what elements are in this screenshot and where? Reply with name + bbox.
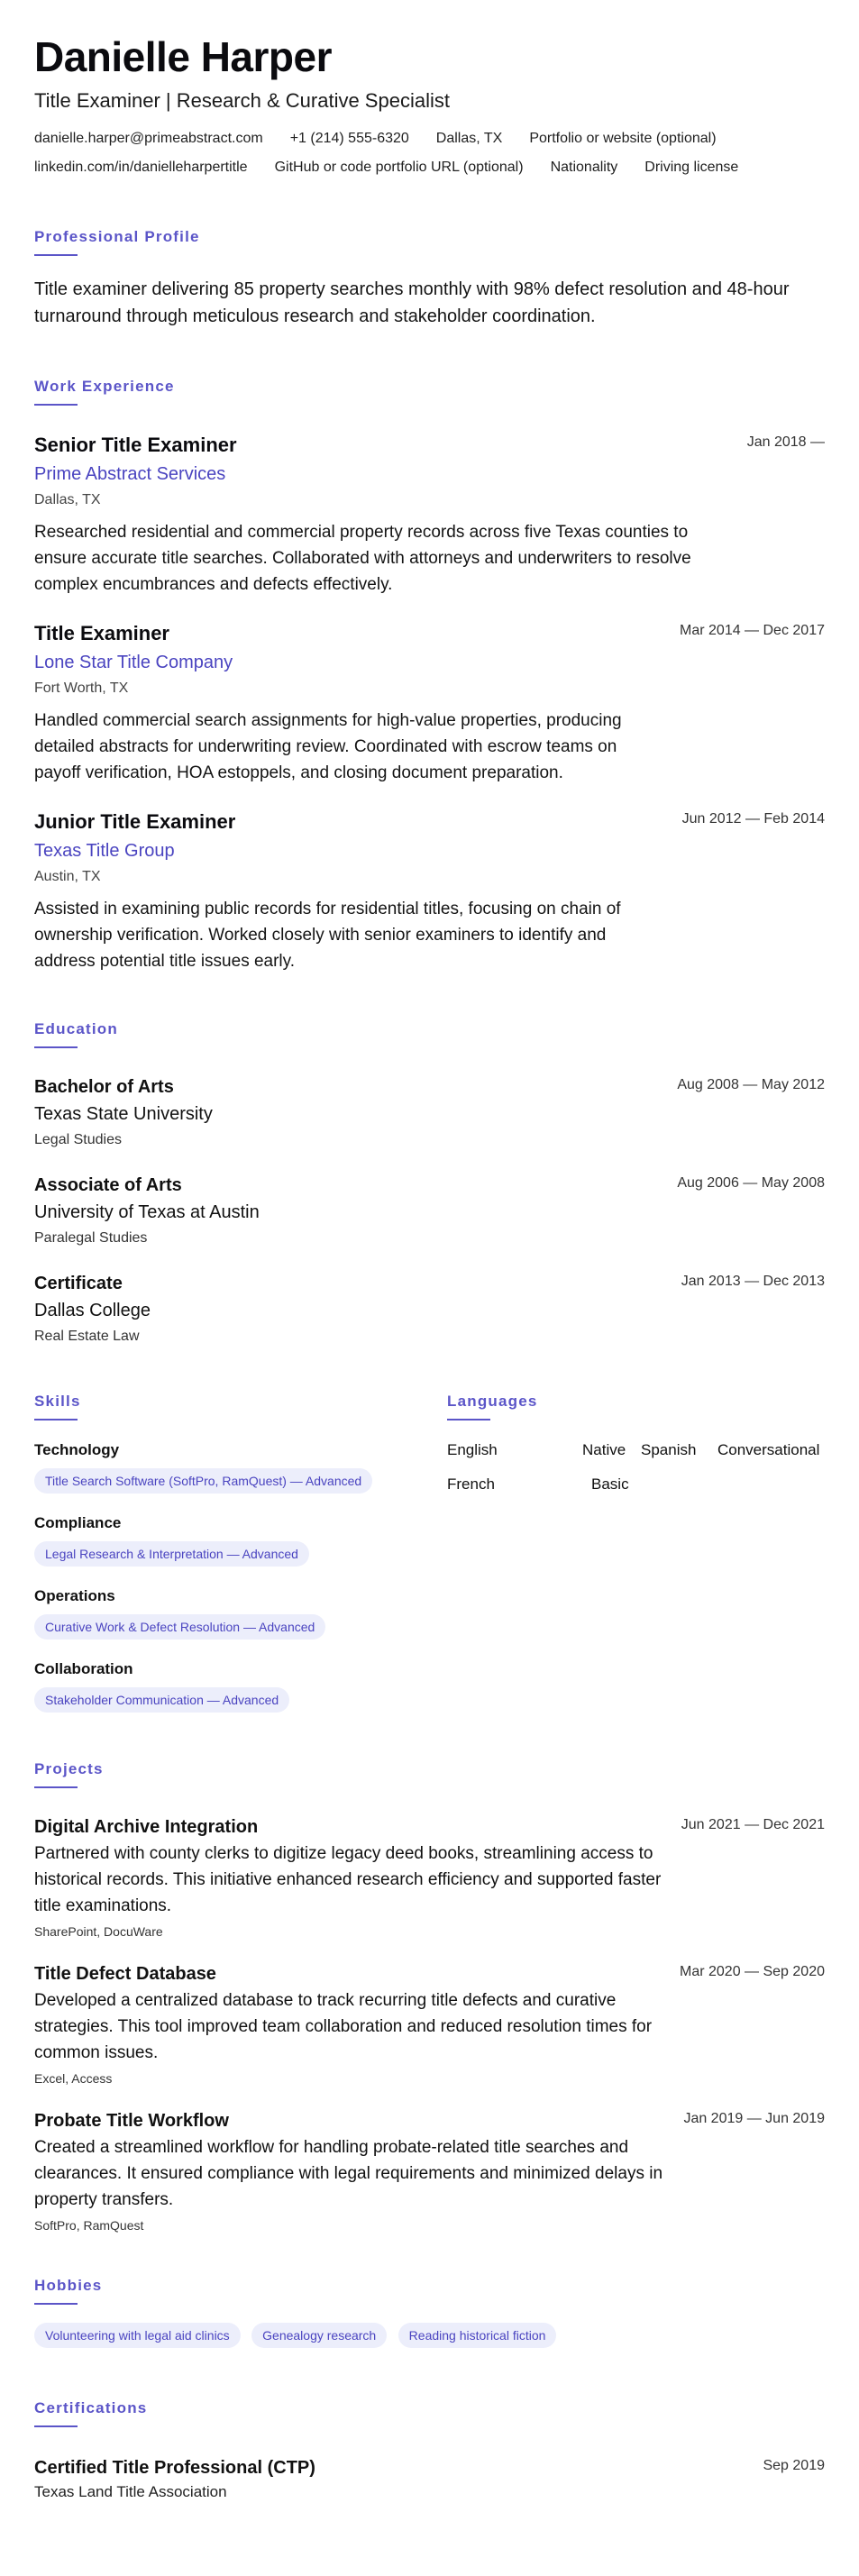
education-item xyxy=(34,1075,825,1150)
education-degree: Associate of Arts xyxy=(34,1175,182,1195)
language-level: Native xyxy=(582,1441,626,1458)
job-title: Senior Title Examiner xyxy=(34,434,237,456)
section-title: Professional Profile xyxy=(34,228,200,245)
contact-phone[interactable]: +1 (214) 555-6320 xyxy=(289,131,409,146)
experience-item xyxy=(34,433,825,598)
language-name: English xyxy=(447,1441,498,1458)
project-item xyxy=(34,1962,825,2087)
skill-category: Technology xyxy=(34,1441,120,1458)
section-divider xyxy=(447,1419,490,1420)
section-divider xyxy=(34,1046,78,1048)
skill-chip: Stakeholder Communication — Advanced xyxy=(34,1687,289,1713)
hobby-list xyxy=(34,2323,825,2348)
education-school: University of Texas at Austin xyxy=(34,1202,260,1222)
skills-languages-row xyxy=(34,1392,825,1713)
project-description: Created a streamlined workflow for handling probate-related title searches and clearances. It ensured compliance with legal requirements and minimized delays in property transfers. xyxy=(34,2138,663,2209)
hobby-chip: Volunteering with legal aid clinics xyxy=(34,2323,241,2348)
skill-group xyxy=(34,1586,447,1640)
job-title: Title Examiner xyxy=(34,622,169,644)
contact-nationality: Nationality xyxy=(550,160,618,175)
company-name: Lone Star Title Company xyxy=(34,653,233,672)
certification-date: Sep 2019 xyxy=(763,2458,825,2473)
hobby-chip: Genealogy research xyxy=(251,2323,387,2348)
contact-email[interactable]: danielle.harper@primeabstract.com xyxy=(34,131,263,146)
education-item xyxy=(34,1174,825,1248)
project-tech: SharePoint, DocuWare xyxy=(34,1924,163,1939)
job-location: Dallas, TX xyxy=(34,492,101,507)
profile-section xyxy=(34,227,825,330)
profile-summary: Title examiner delivering 85 property searches monthly with 98% defect resolution and 48-hour turnaround through meticulous research and stakeholder coordination. xyxy=(34,279,790,326)
section-title: Education xyxy=(34,1020,118,1037)
section-title: Certifications xyxy=(34,2399,148,2416)
section-title: Hobbies xyxy=(34,2277,103,2294)
project-tech: Excel, Access xyxy=(34,2071,113,2086)
education-field: Real Estate Law xyxy=(34,1329,140,1344)
project-item xyxy=(34,2109,825,2234)
section-divider xyxy=(34,404,78,406)
project-item xyxy=(34,1815,825,1941)
candidate-headline: Title Examiner | Research & Curative Specialist xyxy=(34,89,450,112)
section-divider xyxy=(34,2425,78,2427)
company-name: Texas Title Group xyxy=(34,841,175,861)
job-description: Handled commercial search assignments for high-value properties, producing detailed abstracts for underwriting review. Coordinated with escrow teams on payoff verification, HOA estoppels, and closing document preparation. xyxy=(34,711,622,782)
contact-portfolio[interactable]: Portfolio or website (optional) xyxy=(529,131,717,146)
section-divider xyxy=(34,254,78,256)
contact-location: Dallas, TX xyxy=(435,131,503,146)
section-title: Languages xyxy=(447,1393,538,1410)
experience-item xyxy=(34,809,825,974)
education-school: Texas State University xyxy=(34,1104,213,1124)
project-title: Digital Archive Integration xyxy=(34,1817,259,1837)
candidate-name: Danielle Harper xyxy=(34,33,332,80)
hobby-chip: Reading historical fiction xyxy=(398,2323,557,2348)
section-title: Skills xyxy=(34,1393,81,1410)
project-date: Jun 2021 — Dec 2021 xyxy=(681,1817,825,1832)
contact-list xyxy=(34,128,825,186)
language-name: Spanish xyxy=(641,1441,697,1458)
skill-category: Compliance xyxy=(34,1514,122,1531)
hobbies-section xyxy=(34,2276,825,2348)
section-divider xyxy=(34,1786,78,1788)
languages-section xyxy=(447,1392,825,1713)
education-section xyxy=(34,1019,825,1347)
education-date: Jan 2013 — Dec 2013 xyxy=(681,1274,825,1289)
job-location: Austin, TX xyxy=(34,869,101,884)
skill-group xyxy=(34,1513,447,1567)
resume-header xyxy=(34,34,825,186)
section-divider xyxy=(34,1419,78,1420)
skill-group xyxy=(34,1659,447,1713)
skill-chip: Title Search Software (SoftPro, RamQuest) — Advanced xyxy=(34,1468,372,1494)
section-title: Work Experience xyxy=(34,378,175,395)
project-description: Developed a centralized database to track recurring title defects and curative strategies. This tool improved team collaboration and reduced resolution times for common issues. xyxy=(34,1991,653,2062)
education-date: Aug 2006 — May 2008 xyxy=(677,1175,825,1191)
experience-date: Jun 2012 — Feb 2014 xyxy=(681,811,825,827)
company-name: Prime Abstract Services xyxy=(34,464,226,484)
education-school: Dallas College xyxy=(34,1301,151,1320)
contact-github[interactable]: GitHub or code portfolio URL (optional) xyxy=(274,160,524,175)
project-title: Probate Title Workflow xyxy=(34,2111,229,2131)
skill-chip: Legal Research & Interpretation — Advanced xyxy=(34,1541,309,1567)
certification-title: Certified Title Professional (CTP) xyxy=(34,2458,315,2478)
certifications-section xyxy=(34,2398,825,2503)
skill-category: Operations xyxy=(34,1587,115,1604)
education-field: Paralegal Studies xyxy=(34,1230,148,1246)
certification-issuer: Texas Land Title Association xyxy=(34,2483,227,2500)
project-date: Jan 2019 — Jun 2019 xyxy=(683,2111,825,2126)
projects-section xyxy=(34,1759,825,2234)
project-title: Title Defect Database xyxy=(34,1964,216,1984)
skill-group xyxy=(34,1440,447,1494)
section-title: Projects xyxy=(34,1760,104,1777)
experience-item xyxy=(34,621,825,786)
job-description: Researched residential and commercial property records across five Texas counties to ensure accurate title searches. Collaborated with attorneys and underwriters to resolve complex encumbrances and defects effectively. xyxy=(34,523,691,594)
skill-chip: Curative Work & Defect Resolution — Advanced xyxy=(34,1614,325,1640)
skill-category: Collaboration xyxy=(34,1660,133,1677)
languages-list xyxy=(447,1440,825,1494)
certification-item xyxy=(34,2456,825,2503)
skills-section xyxy=(34,1392,447,1713)
language-name: French xyxy=(447,1475,495,1493)
experience-section xyxy=(34,377,825,974)
language-level: Basic xyxy=(591,1475,629,1493)
job-description: Assisted in examining public records for residential titles, focusing on chain of ownership verification. Worked closely with senior examiners to identify and address potential title issues early. xyxy=(34,900,621,971)
contact-linkedin[interactable]: linkedin.com/in/danielleharpertitle xyxy=(34,160,248,175)
education-date: Aug 2008 — May 2012 xyxy=(677,1077,825,1092)
job-location: Fort Worth, TX xyxy=(34,681,129,696)
experience-date: Jan 2018 — xyxy=(746,434,825,450)
project-tech: SoftPro, RamQuest xyxy=(34,2218,144,2233)
education-degree: Bachelor of Arts xyxy=(34,1077,174,1097)
project-date: Mar 2020 — Sep 2020 xyxy=(680,1964,825,1979)
section-divider xyxy=(34,2303,78,2305)
contact-driving-license: Driving license xyxy=(644,160,739,175)
experience-date: Mar 2014 — Dec 2017 xyxy=(680,623,825,638)
job-title: Junior Title Examiner xyxy=(34,810,236,833)
education-field: Legal Studies xyxy=(34,1132,122,1147)
education-item xyxy=(34,1272,825,1347)
project-description: Partnered with county clerks to digitize legacy deed books, streamlining access to historical records. This initiative enhanced research efficiency and supported faster title examinations. xyxy=(34,1844,662,1915)
language-level: Conversational xyxy=(717,1441,820,1458)
education-degree: Certificate xyxy=(34,1274,123,1293)
